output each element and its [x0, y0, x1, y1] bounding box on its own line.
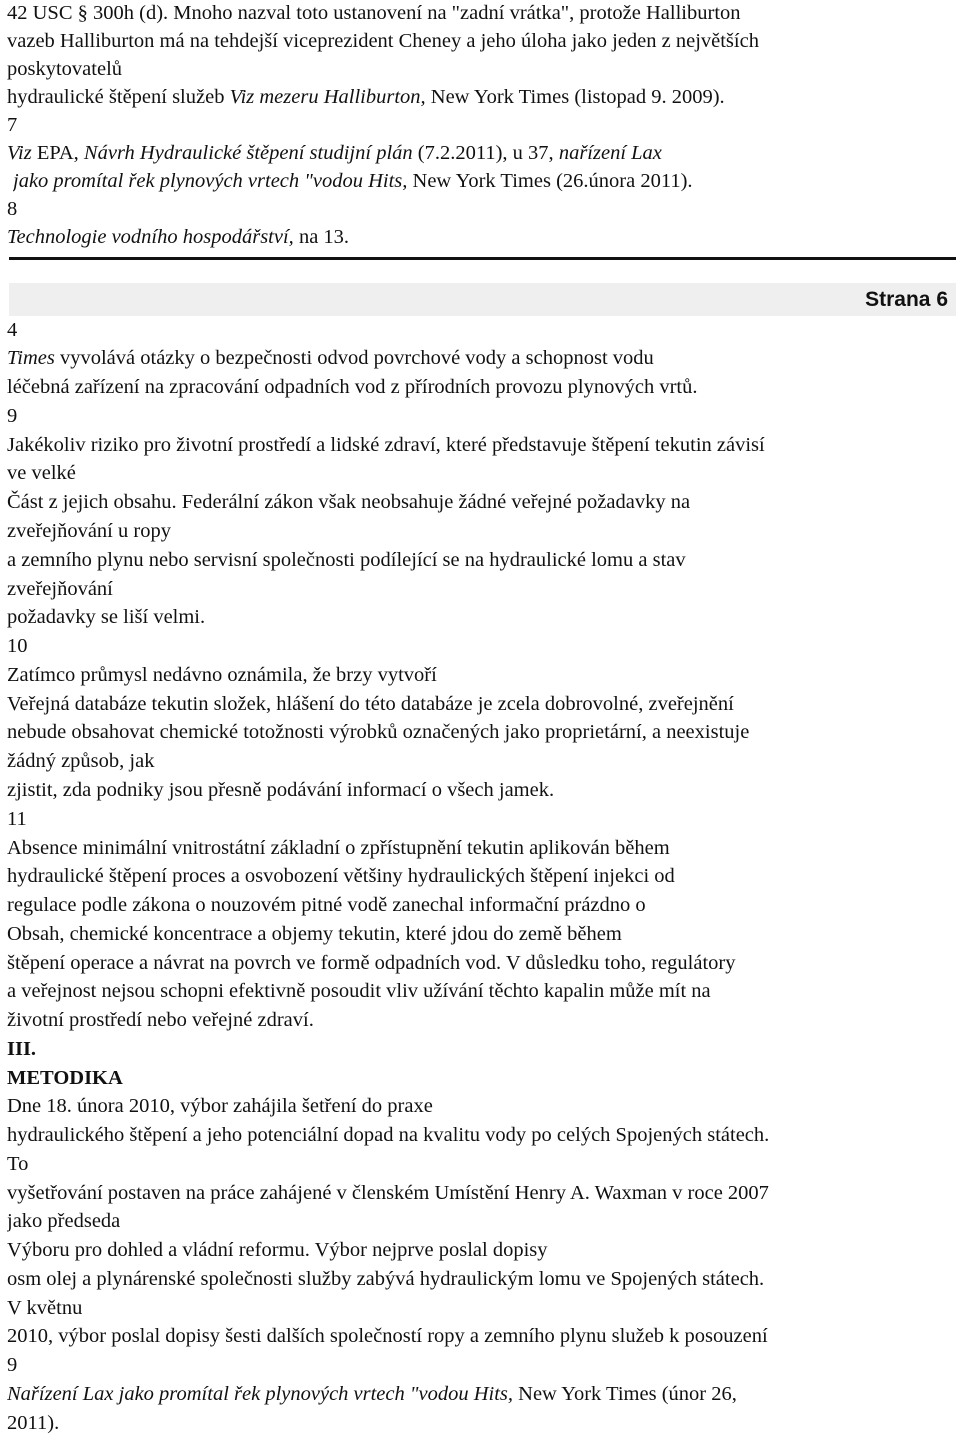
body-line: životní prostředí nebo veřejné zdraví. — [7, 1009, 314, 1031]
body-line: Část z jejich obsahu. Federální zákon však neobsahuje žádné veřejné požadavky na — [7, 491, 691, 513]
footnote-line: hydraulické štěpení služeb Viz mezeru Halliburton, New York Times (listopad 9. 2009). — [7, 86, 725, 108]
body-line: zveřejňování u ropy — [7, 520, 171, 542]
body-line: Jakékoliv riziko pro životní prostředí a lidské zdraví, které představuje štěpení tekutin závisí — [7, 434, 765, 456]
page-divider — [9, 257, 956, 260]
body-line: Výboru pro dohled a vládní reformu. Výbor nejprve poslal dopisy — [7, 1239, 548, 1261]
body-line: vyšetřování postaven na práce zahájené v členském Umístění Henry A. Waxman v roce 2007 — [7, 1182, 769, 1204]
footnote-line: Nařízení Lax jako promítal řek plynových vrtech "vodou Hits, New York Times (únor 26, — [7, 1383, 737, 1405]
footnote-line: vazeb Halliburton má na tehdejší viceprezident Cheney a jeho úloha jako jeden z největších — [7, 30, 759, 52]
body-line: jako předseda — [7, 1210, 121, 1232]
body-line: štěpení operace a návrat na povrch ve formě odpadních vod. V důsledku toho, regulátory — [7, 952, 736, 974]
footnote-line: 2011). — [7, 1412, 60, 1434]
body-line: Obsah, chemické koncentrace a objemy tekutin, které jdou do země během — [7, 923, 622, 945]
body-line: hydraulického štěpení a jeho potenciální dopad na kvalitu vody po celých Spojených státech. — [7, 1124, 770, 1146]
footnote-line: jako promítal řek plynových vrtech "vodou Hits, New York Times (26.února 2011). — [13, 170, 693, 192]
body-line: léčebná zařízení na zpracování odpadních vod z přírodních provozu plynových vrtů. — [7, 376, 698, 398]
footnote-line: poskytovatelů — [7, 58, 123, 80]
footnote-number: 9 — [7, 1354, 18, 1376]
body-line: Absence minimální vnitrostátní základní o zpřístupnění tekutin aplikován během — [7, 837, 670, 859]
footnote-line: 42 USC § 300h (d). Mnoho nazval toto ustanovení na "zadní vrátka", protože Halliburton — [7, 2, 741, 24]
footnote-number: 7 — [7, 114, 18, 136]
body-line: žádný způsob, jak — [7, 750, 155, 772]
footnote-number: 11 — [7, 808, 27, 830]
body-line: regulace podle zákona o nouzovém pitné vodě zanechal informační prázdno o — [7, 894, 646, 916]
footnote-line: Viz EPA, Návrh Hydraulické štěpení studijní plán (7.2.2011), u 37, nařízení Lax — [7, 142, 662, 164]
section-heading: METODIKA — [7, 1067, 123, 1089]
body-line: osm olej a plynárenské společnosti služby zabývá hydraulickým lomu ve Spojených státech. — [7, 1268, 765, 1290]
body-line: 2010, výbor poslal dopisy šesti dalších společností ropy a zemního plynu služeb k posouzení — [7, 1325, 768, 1347]
body-line: Times vyvolává otázky o bezpečnosti odvod povrchové vody a schopnost vodu — [7, 347, 654, 369]
page-number-label: Strana 6 — [865, 288, 948, 311]
body-line: hydraulické štěpení proces a osvobození většiny hydraulických štěpení injekci od — [7, 865, 675, 887]
body-line: a veřejnost nejsou schopni efektivně posoudit vliv užívání těchto kapalin může mít na — [7, 980, 711, 1002]
body-line: nebude obsahovat chemické totožnosti výrobků označených jako proprietární, a neexistuje — [7, 721, 750, 743]
footnote-number: 10 — [7, 635, 28, 657]
body-line: požadavky se liší velmi. — [7, 606, 206, 628]
body-line: V květnu — [7, 1297, 83, 1319]
section-number: III. — [7, 1038, 37, 1060]
body-line: zjistit, zda podniky jsou přesně podávání informací o všech jamek. — [7, 779, 555, 801]
body-line: Zatímco průmysl nedávno oznámila, že brzy vytvoří — [7, 664, 437, 686]
body-line: ve velké — [7, 462, 76, 484]
body-line: zveřejňování — [7, 578, 113, 600]
footnote-line: Technologie vodního hospodářství, na 13. — [7, 226, 350, 248]
body-line: Dne 18. února 2010, výbor zahájila šetření do praxe — [7, 1095, 433, 1117]
footnote-number: 4 — [7, 319, 18, 341]
page-header-band — [9, 283, 956, 316]
body-line: Veřejná databáze tekutin složek, hlášení do této databáze je zcela dobrovolné, zveřejnění — [7, 693, 734, 715]
footnote-number: 8 — [7, 198, 18, 220]
footnote-number: 9 — [7, 405, 18, 427]
body-line: a zemního plynu nebo servisní společnosti podílející se na hydraulické lomu a stav — [7, 549, 686, 571]
body-line: To — [7, 1153, 29, 1175]
